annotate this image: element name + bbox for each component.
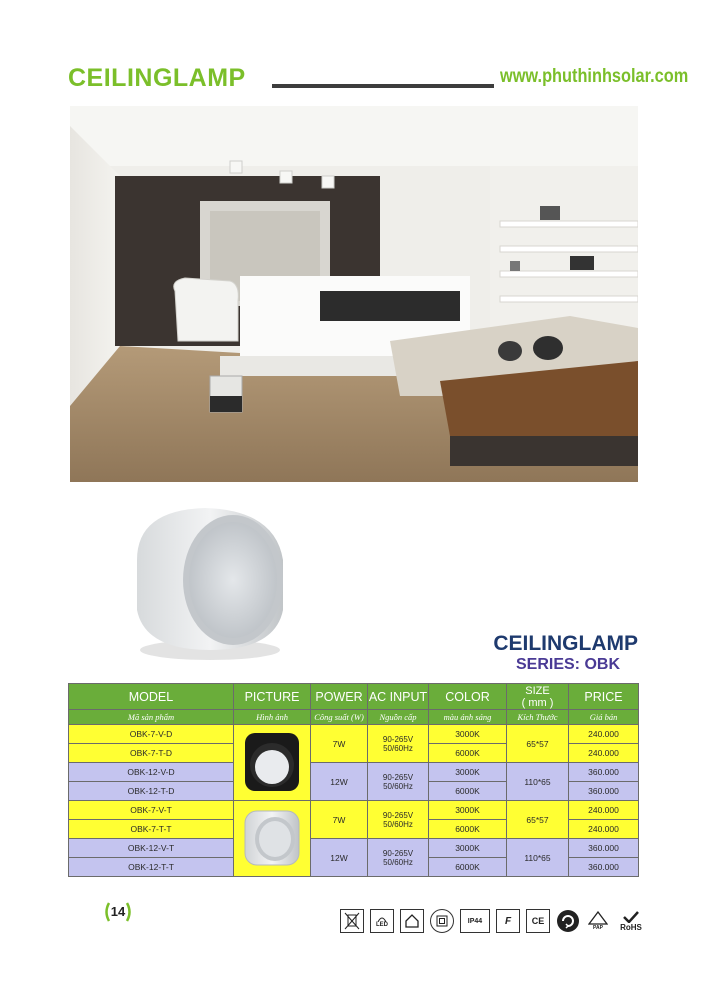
power-cell: 7W (311, 801, 368, 839)
model-cell: OBK-12-V-T (69, 839, 234, 858)
size-cell: 65*57 (507, 725, 569, 763)
table-subheader-row (69, 710, 639, 725)
header-model: MODEL (69, 684, 234, 710)
ac-input-cell: 90-265V 50/60Hz (368, 839, 429, 877)
subheader-ac-input: Nguồn cấp (368, 710, 429, 725)
ac-input-cell: 90-265V 50/60Hz (368, 801, 429, 839)
white-lamp-icon (242, 805, 302, 871)
header-size: SIZE ( mm ) (507, 684, 569, 710)
table-row (69, 839, 639, 858)
price-cell: 360.000 (569, 839, 639, 858)
subheader-size: Kích Thước (507, 710, 569, 725)
size-cell: 65*57 (507, 801, 569, 839)
led-icon: LED (370, 909, 394, 933)
f-mark-icon: F (496, 909, 520, 933)
header-color: COLOR (429, 684, 507, 710)
header-title: CEILINGLAMP (68, 64, 246, 92)
model-cell: OBK-12-V-D (69, 763, 234, 782)
subheader-price: Giá bán (569, 710, 639, 725)
color-cell: 3000K (429, 839, 507, 858)
class-ii-icon (430, 909, 454, 933)
subheader-model: Mã sản phẩm (69, 710, 234, 725)
ac-input-cell: 90-265V 50/60Hz (368, 763, 429, 801)
color-cell: 6000K (429, 858, 507, 877)
table-row (69, 801, 639, 820)
header-ac-input: AC INPUT (368, 684, 429, 710)
room-photo (70, 106, 638, 482)
lamp-photo (125, 500, 295, 670)
model-cell: OBK-7-V-T (69, 801, 234, 820)
ip44-icon: IP44 (460, 909, 490, 933)
picture-cell (234, 801, 311, 877)
subheader-power: Công suất (W) (311, 710, 368, 725)
spec-table (68, 683, 639, 877)
recycle-icon (556, 909, 580, 933)
power-cell: 12W (311, 839, 368, 877)
table-row (69, 763, 639, 782)
page-number: 14 (110, 904, 126, 919)
weee-icon (340, 909, 364, 933)
power-cell: 7W (311, 725, 368, 763)
website-link[interactable]: www.phuthinhsolar.com (500, 66, 689, 87)
series-title: CEILINGLAMP (493, 632, 638, 655)
ac-input-cell: 90-265V 50/60Hz (368, 725, 429, 763)
header-price: PRICE (569, 684, 639, 710)
price-cell: 240.000 (569, 725, 639, 744)
subheader-picture: Hình ảnh (234, 710, 311, 725)
header-power: POWER (311, 684, 368, 710)
color-cell: 3000K (429, 725, 507, 744)
black-lamp-icon (242, 729, 302, 795)
model-cell: OBK-7-V-D (69, 725, 234, 744)
price-cell: 240.000 (569, 801, 639, 820)
subheader-color: màu ánh sáng (429, 710, 507, 725)
series-subtitle: SERIES: OBK (515, 656, 620, 673)
price-cell: 240.000 (569, 820, 639, 839)
ce-icon: CE (526, 909, 550, 933)
model-cell: OBK-7-T-D (69, 744, 234, 763)
color-cell: 6000K (429, 820, 507, 839)
picture-cell (234, 725, 311, 801)
size-cell: 110*65 (507, 763, 569, 801)
table-header-row (69, 684, 639, 710)
price-cell: 240.000 (569, 744, 639, 763)
model-cell: OBK-12-T-T (69, 858, 234, 877)
rohs-check-icon: RoHS (616, 909, 646, 933)
price-cell: 360.000 (569, 858, 639, 877)
price-cell: 360.000 (569, 782, 639, 801)
size-cell: 110*65 (507, 839, 569, 877)
power-cell: 12W (311, 763, 368, 801)
pap-icon: PAP (586, 909, 610, 933)
price-cell: 360.000 (569, 763, 639, 782)
model-cell: OBK-7-T-T (69, 820, 234, 839)
model-cell: OBK-12-T-D (69, 782, 234, 801)
color-cell: 3000K (429, 763, 507, 782)
color-cell: 6000K (429, 744, 507, 763)
indoor-icon (400, 909, 424, 933)
header-rule (272, 84, 494, 88)
color-cell: 6000K (429, 782, 507, 801)
table-row (69, 725, 639, 744)
certification-icons (340, 908, 646, 934)
color-cell: 3000K (429, 801, 507, 820)
header-picture: PICTURE (234, 684, 311, 710)
